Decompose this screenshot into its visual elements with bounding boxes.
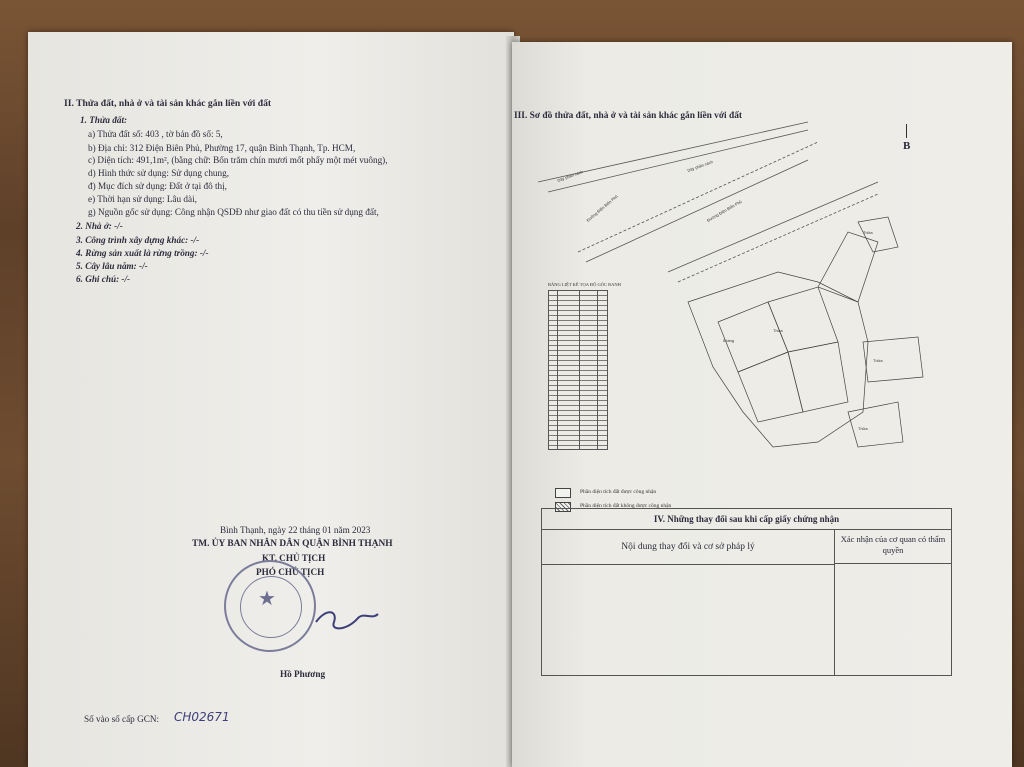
changes-table [541, 508, 952, 676]
origin-line: g) Nguồn gốc sử dụng: Công nhận QSDĐ như giao đất có thu tiền sử dụng đất, [88, 207, 379, 217]
svg-text:Đường Điện Biên Phủ: Đường Điện Biên Phủ [706, 198, 743, 223]
gcn-number: CH02671 [174, 710, 230, 724]
svg-text:Dây phân cách: Dây phân cách [686, 159, 714, 173]
authority-confirm-header: Xác nhận của cơ quan có thẩm quyền [835, 530, 951, 564]
address-line: b) Địa chỉ: 312 Điện Biên Phủ, Phường 17, quận Bình Thạnh, Tp. HCM, [88, 143, 356, 153]
svg-text:Đường Điện Biên Phủ: Đường Điện Biên Phủ [585, 193, 619, 223]
section-3-title: III. Sơ đồ thửa đất, nhà ở và tài sản khác gắn liền với đất [514, 111, 743, 121]
svg-text:5 tầng: 5 tầng [723, 338, 735, 343]
section-2-title: II. Thửa đất, nhà ở và tài sản khác gắn liền với đất [64, 98, 272, 109]
area-line: c) Diện tích: 491,1m², (bằng chữ: Bốn trăm chín mươi mốt phẩy một mét vuông), [88, 155, 388, 165]
signer-organization: TM. ỦY BAN NHÂN DÂN QUẬN BÌNH THẠNH [192, 539, 393, 549]
coord-col-divider [557, 291, 558, 449]
perennial-trees-item: 5. Cây lâu năm: -/- [76, 261, 148, 271]
column-divider [834, 564, 835, 675]
handwritten-signature [312, 600, 382, 640]
svg-text:Dây phân cách: Dây phân cách [556, 169, 584, 183]
other-construction-item: 3. Công trình xây dựng khác: -/- [76, 235, 200, 245]
coordinate-table-title: BẢNG LIỆT KÊ TỌA ĐỘ GÓC RANH [548, 282, 621, 287]
coord-col-divider [597, 291, 598, 449]
section-4-title: IV. Những thay đổi sau khi cấp giấy chứng nhận [542, 509, 951, 530]
usage-purpose-line: đ) Mục đích sử dụng: Đất ở tại đô thị, [88, 181, 227, 191]
legend-recognized-label: Phần diện tích đất được công nhận [580, 489, 657, 495]
change-content-header: Nội dung thay đổi và cơ sở pháp lý [542, 530, 835, 565]
coordinate-table [548, 290, 608, 450]
signing-date: Bình Thạnh, ngày 22 tháng 01 năm 2023 [220, 525, 371, 535]
parcel-number-line: a) Thửa đất số: 403 , tờ bản đồ số: 5, [88, 129, 223, 139]
parcel-heading: 1. Thửa đất: [80, 115, 128, 125]
gcn-label: Số vào sổ cấp GCN: [84, 714, 160, 724]
signer-name: Hồ Phương [280, 669, 326, 679]
coord-col-divider [579, 291, 580, 449]
legend-not-recognized-label: Phần diện tích đất không được công nhận [580, 503, 672, 509]
usage-term-line: e) Thời hạn sử dụng: Lâu dài, [88, 194, 197, 204]
house-item: 2. Nhà ở: -/- [76, 221, 123, 231]
svg-text:Thửa: Thửa [873, 358, 883, 363]
official-seal-stamp [224, 560, 316, 652]
north-label: B [903, 140, 911, 152]
legend-recognized-swatch [555, 488, 571, 498]
notes-item: 6. Ghi chú: -/- [76, 274, 131, 284]
seal-star-icon: ★ [258, 588, 276, 610]
signer-kt: KT. CHỦ TỊCH [262, 553, 326, 563]
plantation-forest-item: 4. Rừng sản xuất là rừng trồng: -/- [76, 248, 209, 258]
svg-text:Thửa: Thửa [773, 328, 783, 333]
usage-form-line: d) Hình thức sử dụng: Sử dụng chung, [88, 168, 230, 178]
svg-text:Thửa: Thửa [858, 426, 868, 431]
signer-title: PHÓ CHỦ TỊCH [256, 567, 325, 577]
svg-text:Thửa: Thửa [863, 230, 873, 235]
